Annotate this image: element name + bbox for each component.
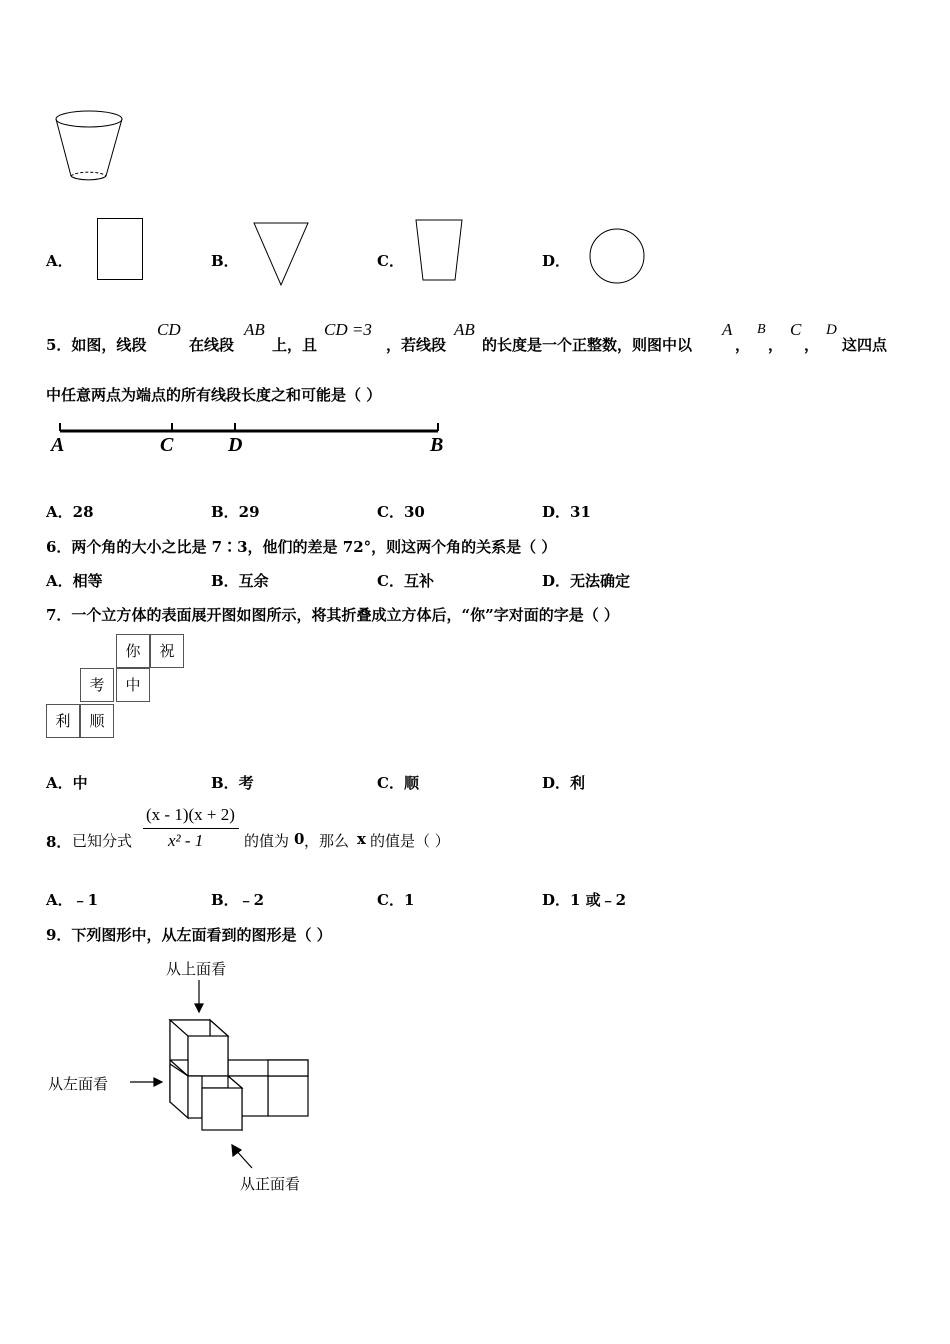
q7-stem: 7．一个立方体的表面展开图如图所示，将其折叠成立方体后，“你”字对面的字是（ ） [46, 606, 619, 624]
math-ab: AB [454, 320, 475, 339]
view-left-label: 从左面看 [48, 1075, 109, 1093]
trapezoid-shape [415, 219, 463, 281]
comma: ， [768, 336, 784, 354]
q5-option-a[interactable]: A．28 [46, 503, 94, 521]
q5-stem-line2: 中任意两点为端点的所有线段长度之和可能是（ ） [46, 386, 382, 404]
q7-option-c[interactable]: C．顺 [377, 774, 419, 792]
net-cell-kao: 考 [80, 668, 114, 702]
cup-figure [55, 110, 125, 185]
q8-option-b[interactable]: B．﹣2 [211, 891, 265, 909]
q5-stem-part: ，若线段 [386, 336, 447, 354]
q5-stem-part: 上，且 [272, 336, 318, 354]
view-top-label: 从上面看 [166, 960, 227, 978]
fraction-numerator: (x - 1)(x + 2) [146, 805, 235, 824]
point-b-label: B [430, 434, 444, 456]
rectangle-shape [97, 218, 143, 280]
q5-stem-part: 的长度是一个正整数，则图中以 [482, 336, 693, 354]
q8-option-c[interactable]: C．1 [377, 891, 415, 909]
point-c-label: C [160, 434, 174, 456]
q7-option-d[interactable]: D．利 [542, 774, 586, 792]
q7-option-a[interactable]: A．中 [46, 774, 88, 792]
point-a-label: A [51, 434, 65, 456]
math-cd: CD [157, 320, 181, 339]
triangle-shape [253, 222, 309, 286]
q8-option-d[interactable]: D．1 或﹣2 [542, 891, 627, 909]
q8-option-a[interactable]: A．﹣1 [46, 891, 99, 909]
q4-option-b[interactable]: B． [211, 252, 239, 270]
view-front-label: 从正面看 [240, 1175, 301, 1193]
net-cell-li: 利 [46, 704, 80, 738]
q6-option-d[interactable]: D．无法确定 [542, 572, 631, 590]
q5-option-c[interactable]: C．30 [377, 503, 425, 521]
q8-number: 8． [46, 833, 72, 851]
math-d: D [826, 322, 837, 338]
fraction-denominator: x² - 1 [168, 831, 204, 850]
cubes-figure [120, 978, 320, 1178]
math-a: A [722, 320, 733, 339]
q5-stem-part: 5．如图，线段 [46, 336, 147, 354]
net-cell-zhu: 祝 [150, 634, 184, 668]
math-ab: AB [244, 320, 265, 339]
q5-option-d[interactable]: D．31 [542, 503, 591, 521]
math-b: B [757, 322, 766, 337]
q6-stem: 6．两个角的大小之比是 7∶3，他们的差是 72°，则这两个角的关系是（ ） [46, 538, 557, 556]
q4-option-c[interactable]: C． [377, 252, 404, 270]
q8-stem-part: 已知分式 [72, 832, 133, 850]
net-cell-shun: 顺 [80, 704, 114, 738]
q5-option-b[interactable]: B．29 [211, 503, 260, 521]
point-d-label: D [228, 434, 243, 456]
q5-stem-part: 这四点 [842, 336, 888, 354]
q5-stem-part: 在线段 [189, 336, 235, 354]
q6-option-c[interactable]: C．互补 [377, 572, 434, 590]
q8-x: x [357, 830, 366, 848]
q8-stem-part: 的值为 [244, 832, 290, 850]
q9-stem: 9．下列图形中，从左面看到的图形是（ ） [46, 926, 332, 944]
q4-option-d[interactable]: D． [542, 252, 571, 270]
comma: ， [735, 336, 751, 354]
math-cd-eq-3: CD =3 [324, 320, 372, 339]
segment-figure [48, 418, 458, 463]
q6-option-b[interactable]: B．互余 [211, 572, 269, 590]
q8-zero: 0 [294, 830, 305, 848]
q4-option-a[interactable]: A． [46, 252, 73, 270]
q6-option-a[interactable]: A．相等 [46, 572, 103, 590]
circle-shape [589, 228, 645, 284]
q7-option-b[interactable]: B．考 [211, 774, 254, 792]
comma: ， [804, 336, 820, 354]
fraction-bar [143, 828, 239, 829]
net-cell-zhong: 中 [116, 668, 150, 702]
math-c: C [790, 320, 802, 339]
q8-stem-part: 的值是（ ） [370, 832, 450, 850]
net-cell-ni: 你 [116, 634, 150, 668]
q8-stem-part: ，那么 [304, 832, 350, 850]
